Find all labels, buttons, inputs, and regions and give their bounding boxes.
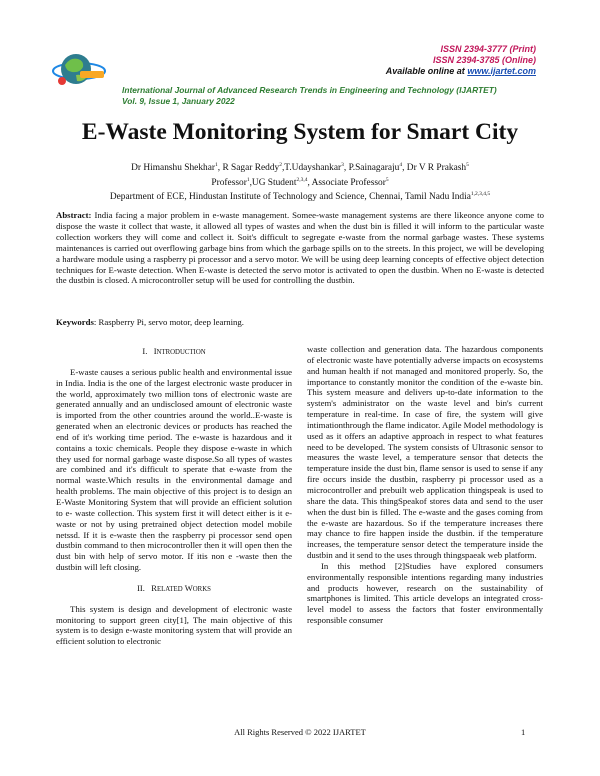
role-sup: 5 — [385, 176, 389, 183]
available-prefix: Available online at — [385, 66, 465, 76]
journal-volume: Vol. 9, Issue 1, January 2022 — [122, 96, 235, 106]
issn-print: ISSN 2394-3777 (Print) — [440, 44, 536, 54]
available-online — [386, 66, 536, 77]
author-sup: 3 — [341, 162, 344, 168]
authors-line — [0, 160, 600, 175]
journal-website-link[interactable]: www.ijartet.com — [467, 66, 536, 76]
author-block — [0, 160, 600, 204]
role-name: ,UG Student — [249, 177, 297, 188]
role-name: Professor — [211, 177, 247, 188]
author-name: ,T.Udayshankar — [281, 163, 342, 174]
author-name: , P.Sainagaraju — [343, 163, 400, 174]
role-name: , Associate Professor — [307, 177, 386, 188]
header-issn-block — [386, 44, 536, 77]
right-paragraph-1: waste collection and generation data. The hazardous components of electronic waste have potentially adverse impacts on ecosystems and human health if not managed and monitored properly. So, the importance to constantly monitor the condition of the e-waste bin. This system measure and delivers up-to-date information to the system's administrator on the waste level and bin's current temperature in real-time. In case of fire, the system will give intimationthrough the flame indicator. Agile Model methodology is used as it offers an adaptive approach in respect to what features need to be developed. The system consists of Ultrasonic sensor to measures the waste level, a temperature sensor that detects the temperature inside the dust bin, flame sensor is used to sense if any fire occurs inside the dustbin, raspberry pi processor used as a microcontroller and prebuilt web application thingspeak is used to share the data. This thingSpeakof stores data and send to the user when the dust bin is filled. The e-waste and the gases coming from the e-waste are hazardous. So if the temperature increases there may chance to fire happen inside the dustbin. if the temperature increases, the temperature sensor detect the temperature inside the dustbin and it send to the uses through thingspaeak web platform. — [307, 344, 543, 561]
right-column — [307, 344, 543, 626]
keywords-label: Keywords — [56, 317, 94, 327]
right-paragraph-2: In this method [2]Studies have explored consumers environmentally responsible intentions regarding many industries and products however, research on the sustainability of smartphones is limited. This article develops an integrated cross- level model to assess the factors that foster environmentally responsible consumer — [307, 560, 543, 626]
journal-info — [122, 85, 562, 107]
abstract-label: Abstract: — [56, 210, 92, 220]
issn-online: ISSN 2394-3785 (Online) — [432, 55, 536, 65]
keywords — [56, 317, 544, 328]
author-sup: 1 — [215, 162, 218, 168]
page-number: 1 — [521, 727, 526, 737]
author-name: , R Sagar Reddy — [217, 163, 280, 174]
related-works-paragraph: This system is design and development of electronic waste monitoring to support green city[1], The main objective of this system is to design e-waste monitoring system that will provide an efficient solution to electronic — [56, 603, 292, 647]
author-name: Dr Himanshu Shekhar — [131, 163, 215, 174]
author-sup: 2 — [279, 162, 282, 168]
left-column — [56, 344, 292, 647]
section-heading-related-works: II. RELATED WORKS — [137, 582, 211, 593]
abstract-text: India facing a major problem in e-waste management. Somee-waste management systems are there likeonce anyone come to dispose the waste it collect that waste, it allowed all types of wastes and when the dust bin is filled it will inform to the particular waste collection workers they will come and collect it. Soit's difficult to segregate e-waste from the normal garbage wastes. These systems maintenances is carried out overflowing garbage bins from which the garbage spills on to the streets. In this project, we will be developing a hardware module using a raspberry pi processor and a servo motor. We will be using deep learning concepts of effective object detection techniques for E-waste detection. When E-waste is detected the servo motor is activated to open the dustbin. When no E-waste is detected the dustbin is closed. A microcontroller setup will be used for controlling the dustbin. — [56, 210, 544, 286]
roles-line — [0, 175, 600, 190]
author-sup: 4 — [399, 162, 403, 168]
footer-copyright: All Rights Reserved © 2022 IJARTET — [234, 727, 366, 737]
journal-logo-icon — [50, 47, 108, 93]
affiliation: Department of ECE, Hindustan Institute of Technology and Science, Chennai, Tamil Nadu India$^{1,2,3,4,5}$ — [109, 191, 491, 203]
paper-title: E-Waste Monitoring System for Smart City — [81, 119, 519, 145]
role-sup: 2,3,4 — [296, 176, 308, 183]
journal-name: International Journal of Advanced Research Trends in Engineering and Technology (IJARTET) — [122, 85, 497, 95]
keywords-text: : Raspberry Pi, servo motor, deep learning. — [93, 317, 244, 327]
author-sup: 5 — [466, 162, 469, 168]
author-name: , Dr V R Prakash — [402, 163, 467, 174]
introduction-paragraph: E-waste causes a serious public health and environmental issue in India. India is the one of the largest electronic waste producer in the world, approximately two million tons of electronic waste are generated annually and an undisclosed amount of electronic waste is imported from the other countries around the world..E-waste is generated when an electronic devices or products has reached the end of it's working time period. The e-waste is hazardous and it contains a toxic chemicals. People they dispose e-waste in which they used for normal garbage waste dispose.So all types of wastes are combined and it's difficult to sperate that e-waste from the normal waste.Which results in the environmental damage and health problems. The main objective of this project is to design an E-Waste Monitoring System that will provide an efficient solution to e- waste collection. This system first it will detect either is it e-waste or not by using pretrained object detection model mobile netssd. If it is e-waste then the raspberry pi processor send open dustbin command to then microcontroller then it will open then the dust bin with help of servo motor. If itis non e -waste then the dustbin will left closing. — [56, 366, 292, 573]
role-sup: 1 — [246, 176, 250, 183]
abstract — [56, 210, 544, 286]
section-heading-introduction: I. INTRODUCTION — [142, 346, 206, 356]
